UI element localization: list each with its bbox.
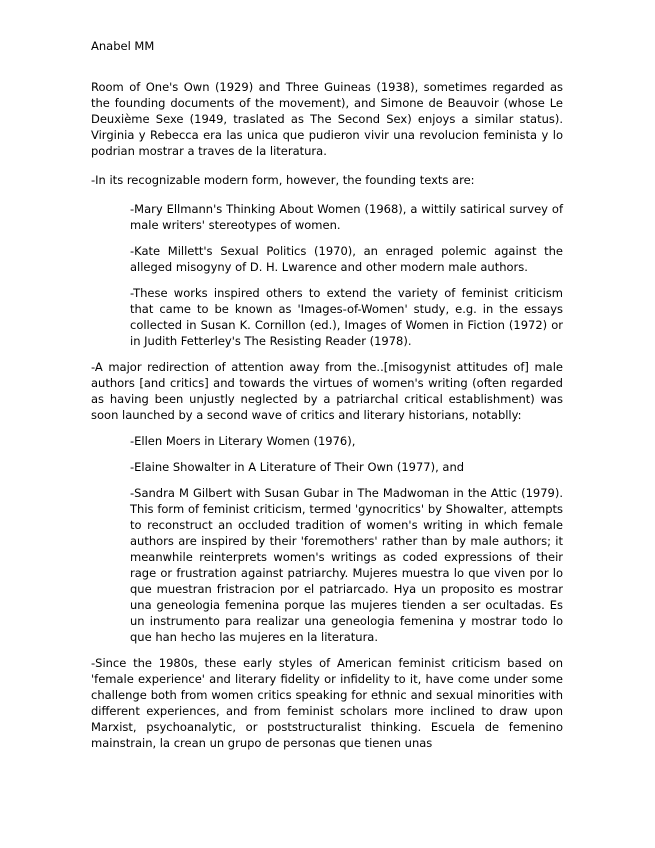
paragraph-intro: Room of One's Own (1929) and Three Guineas (1938), sometimes regarded as the founding documents of the movement), and Simone de Beauvoir (whose Le Deuxième Sexe (1949, traslated as The Second Sex) enjoys a similar status). Virginia y Rebecca era las unica que pudieron vivir una revolucion feminista y lo podrian mostrar a traves de la literatura.: [91, 80, 563, 158]
author-name: Anabel MM: [91, 39, 155, 53]
document-page: [91, 38, 563, 751]
list-item-showalter: -Elaine Showalter in A Literature of Their Own (1977), and: [130, 460, 465, 474]
paragraph-founding-texts: -In its recognizable modern form, however, the founding texts are:: [91, 173, 475, 187]
list-item-millett: -Kate Millett's Sexual Politics (1970), an enraged polemic against the alleged misogyny of D. H. Lwarence and other modern male authors.: [130, 244, 563, 274]
list-item-images-of-women: -These works inspired others to extend the variety of feminist criticism that came to be known as 'Images-of-Women' study, e.g. in the essays collected in Susan K. Cornillon (ed.), Images of Women in Fiction (1972) or in Judith Fetterley's The Resisting Reader (1978).: [130, 286, 563, 348]
list-item-ellmann: -Mary Ellmann's Thinking About Women (1968), a wittily satirical survey of male writers' stereotypes of women.: [130, 202, 563, 232]
list-item-moers: -Ellen Moers in Literary Women (1976),: [130, 434, 356, 448]
paragraph-since-1980s: -Since the 1980s, these early styles of American feminist criticism based on 'female experience' and literary fidelity or infidelity to it, have come under some challenge both from women critics speaking for ethnic and sexual minorities with different experiences, and from feminist scholars more inclined to draw upon Marxist, psychoanalytic, or poststructuralist thinking. Escuela de femenino mainstrain, la crean un grupo de personas que tienen unas: [91, 656, 563, 750]
list-item-gilbert-gubar: -Sandra M Gilbert with Susan Gubar in The Madwoman in the Attic (1979). This form of feminist criticism, termed 'gynocritics' by Showalter, attempts to reconstruct an occluded tradition of women's writing in which female authors are inspired by their 'foremothers' rather than by male authors; it meanwhile reinterprets women's writings as coded expressions of their rage or frustration against patriarchy. Mujeres muestra lo que viven por lo que muestran fristracion por el patriarcado. Hya un proposito es mostrar una geneologia femenina porque las mujeres tienden a ser ocultadas. Es un instrumento para realizar una geneologia femenina y mostrar todo lo que han hecho las mujeres en la literatura.: [130, 486, 563, 644]
paragraph-redirection: -A major redirection of attention away from the..[misogynist attitudes of] male authors [and critics] and towards the virtues of women's writing (often regarded as having been unjustly neglected by a patriarchal critical establishment) was soon launched by a second wave of critics and literary historians, notablly:: [91, 360, 563, 422]
